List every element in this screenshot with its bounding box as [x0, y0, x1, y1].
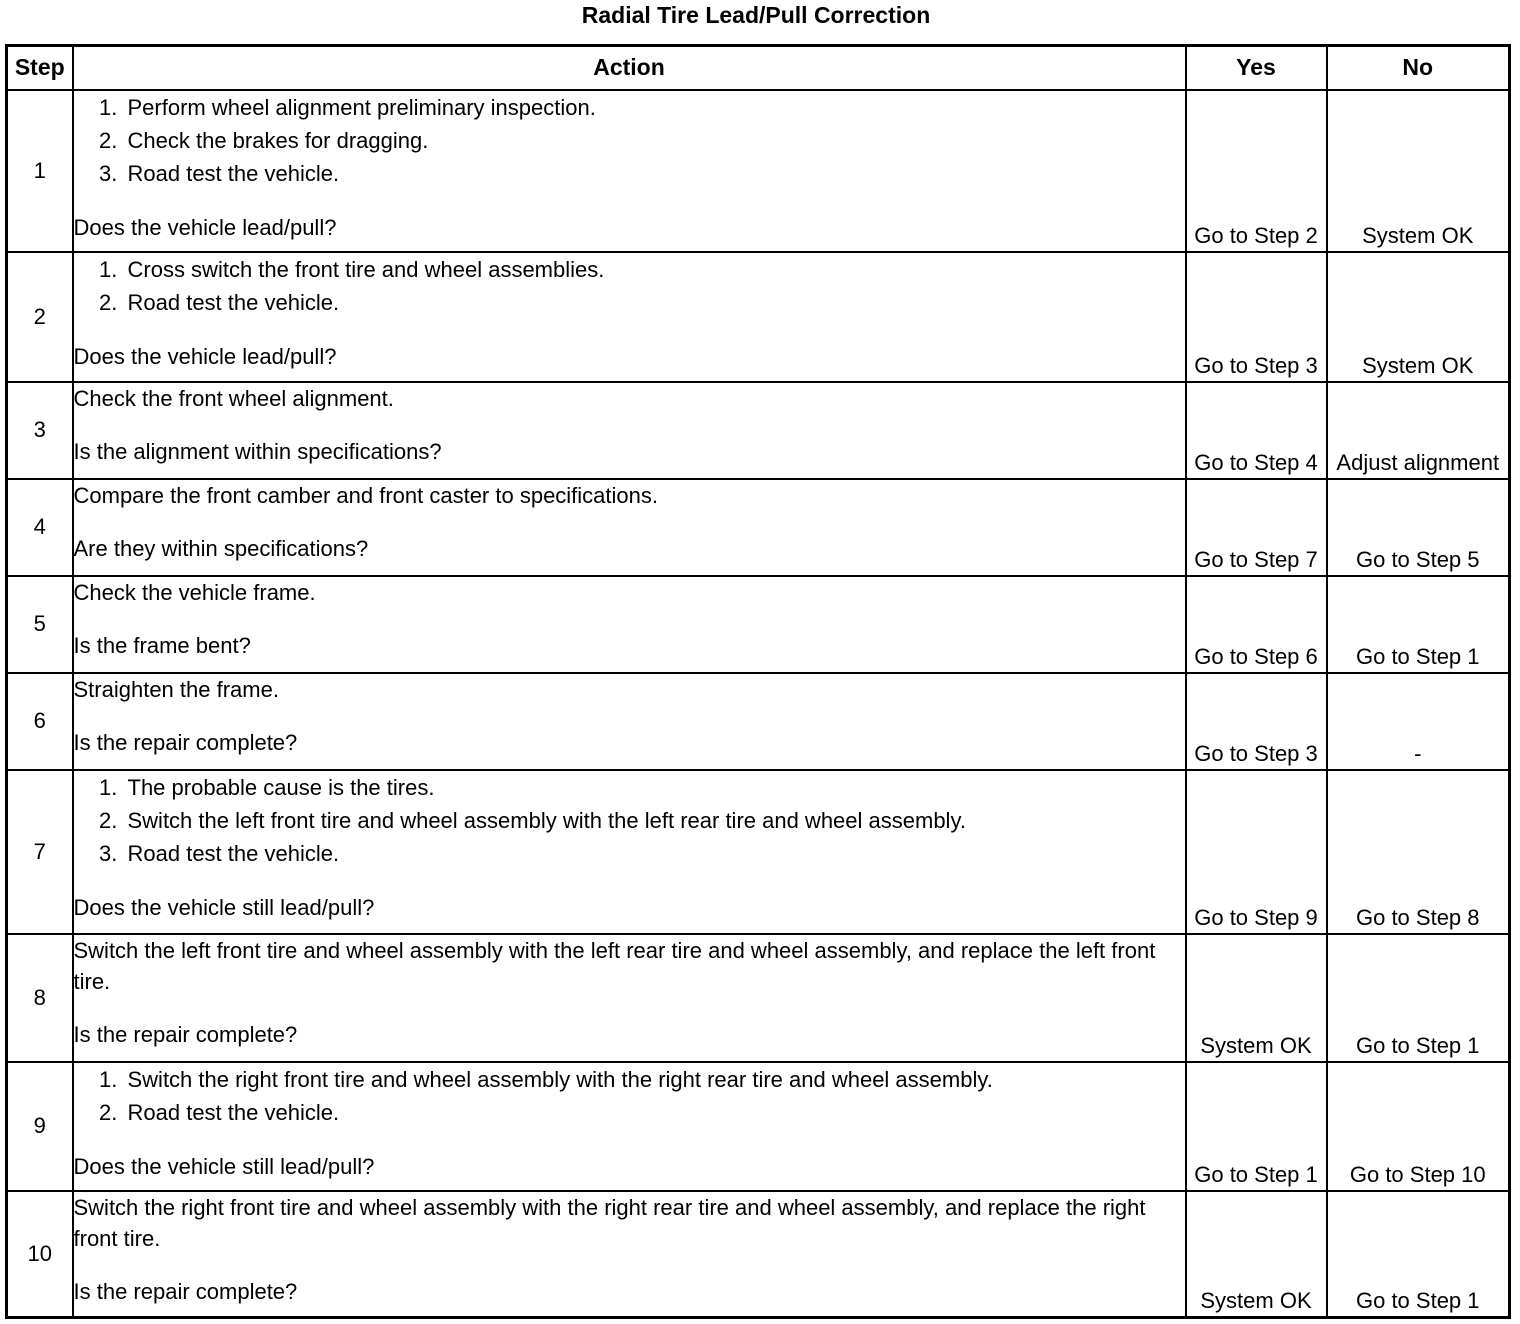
yes-result: Go to Step 9 — [1186, 770, 1327, 934]
no-result: System OK — [1327, 90, 1510, 252]
yes-result: Go to Step 2 — [1186, 90, 1327, 252]
table-row — [7, 1062, 1510, 1191]
yes-result: System OK — [1186, 934, 1327, 1062]
no-result: Go to Step 1 — [1327, 934, 1510, 1062]
header-row — [7, 46, 1510, 90]
action-step: 2. Road test the vehicle. — [124, 286, 1185, 319]
action-cell — [73, 673, 1186, 770]
action-text: Switch the right front tire and wheel assembly with the right rear tire and wheel assembly, and replace the right front tire. — [73, 1194, 1146, 1251]
action-text: Switch the left front tire and wheel assembly with the left rear tire and wheel assembly, and replace the left front tire. — [73, 937, 1156, 994]
action-cell — [73, 479, 1186, 576]
action-question: Is the repair complete? — [73, 1278, 298, 1304]
no-result: Go to Step 1 — [1327, 576, 1510, 673]
action-cell — [73, 1062, 1186, 1191]
table-row — [7, 673, 1510, 770]
action-steps-list — [74, 91, 1185, 190]
action-cell — [73, 252, 1186, 382]
yes-result: System OK — [1186, 1191, 1327, 1318]
action-text: Check the vehicle frame. — [73, 579, 316, 605]
table-row — [7, 770, 1510, 934]
step-number: 1 — [7, 90, 73, 252]
no-result: Adjust alignment — [1327, 382, 1510, 479]
step-number: 7 — [7, 770, 73, 934]
action-question: Does the vehicle still lead/pull? — [73, 894, 375, 920]
table-row — [7, 382, 1510, 479]
yes-result: Go to Step 7 — [1186, 479, 1327, 576]
no-result: Go to Step 1 — [1327, 1191, 1510, 1318]
action-cell — [73, 90, 1186, 252]
table-row — [7, 1191, 1510, 1318]
step-number: 2 — [7, 252, 73, 382]
step-number: 5 — [7, 576, 73, 673]
action-steps-list — [74, 771, 1185, 870]
page-title: Radial Tire Lead/Pull Correction — [581, 2, 931, 28]
yes-result: Go to Step 4 — [1186, 382, 1327, 479]
yes-result: Go to Step 1 — [1186, 1062, 1327, 1191]
step-number: 10 — [7, 1191, 73, 1318]
action-question: Is the frame bent? — [73, 632, 251, 658]
action-question: Is the alignment within specifications? — [73, 438, 442, 464]
table-row — [7, 934, 1510, 1062]
action-steps-list — [74, 253, 1185, 319]
yes-result: Go to Step 6 — [1186, 576, 1327, 673]
action-step: 1. The probable cause is the tires. — [124, 771, 1185, 804]
action-question: Are they within specifications? — [73, 535, 369, 561]
step-number: 4 — [7, 479, 73, 576]
header-step: Step — [7, 46, 73, 90]
action-step: 3. Road test the vehicle. — [124, 157, 1185, 190]
no-result: System OK — [1327, 252, 1510, 382]
action-step: 1. Cross switch the front tire and wheel assemblies. — [124, 253, 1185, 286]
action-cell — [73, 1191, 1186, 1318]
action-question: Is the repair complete? — [73, 729, 298, 755]
diagnostic-table — [5, 44, 1511, 1319]
step-number: 6 — [7, 673, 73, 770]
table-row — [7, 90, 1510, 252]
table-row — [7, 252, 1510, 382]
action-step: 3. Road test the vehicle. — [124, 837, 1185, 870]
action-step: 1. Perform wheel alignment preliminary inspection. — [124, 91, 1185, 124]
no-result: - — [1327, 673, 1510, 770]
no-result: Go to Step 8 — [1327, 770, 1510, 934]
action-text: Check the front wheel alignment. — [73, 385, 394, 411]
action-question: Does the vehicle lead/pull? — [73, 343, 337, 369]
action-question: Does the vehicle lead/pull? — [73, 214, 337, 240]
no-result: Go to Step 5 — [1327, 479, 1510, 576]
action-steps-list — [74, 1063, 1185, 1129]
action-text: Compare the front camber and front caster to specifications. — [73, 482, 659, 508]
table-row — [7, 479, 1510, 576]
action-cell — [73, 770, 1186, 934]
step-number: 9 — [7, 1062, 73, 1191]
table-row — [7, 576, 1510, 673]
step-number: 3 — [7, 382, 73, 479]
action-question: Does the vehicle still lead/pull? — [73, 1153, 375, 1179]
action-cell — [73, 934, 1186, 1062]
action-text: Straighten the frame. — [73, 676, 279, 702]
action-step: 1. Switch the right front tire and wheel assembly with the right rear tire and wheel assembly. — [124, 1063, 1185, 1096]
no-result: Go to Step 10 — [1327, 1062, 1510, 1191]
action-step: 2. Switch the left front tire and wheel assembly with the left rear tire and wheel assembly. — [124, 804, 1185, 837]
header-no: No — [1327, 46, 1510, 90]
action-cell — [73, 382, 1186, 479]
action-step: 2. Road test the vehicle. — [124, 1096, 1185, 1129]
header-action: Action — [73, 46, 1186, 90]
action-cell — [73, 576, 1186, 673]
yes-result: Go to Step 3 — [1186, 673, 1327, 770]
step-number: 8 — [7, 934, 73, 1062]
yes-result: Go to Step 3 — [1186, 252, 1327, 382]
action-step: 2. Check the brakes for dragging. — [124, 124, 1185, 157]
action-question: Is the repair complete? — [73, 1021, 298, 1047]
header-yes: Yes — [1186, 46, 1327, 90]
table-body — [7, 90, 1510, 1318]
